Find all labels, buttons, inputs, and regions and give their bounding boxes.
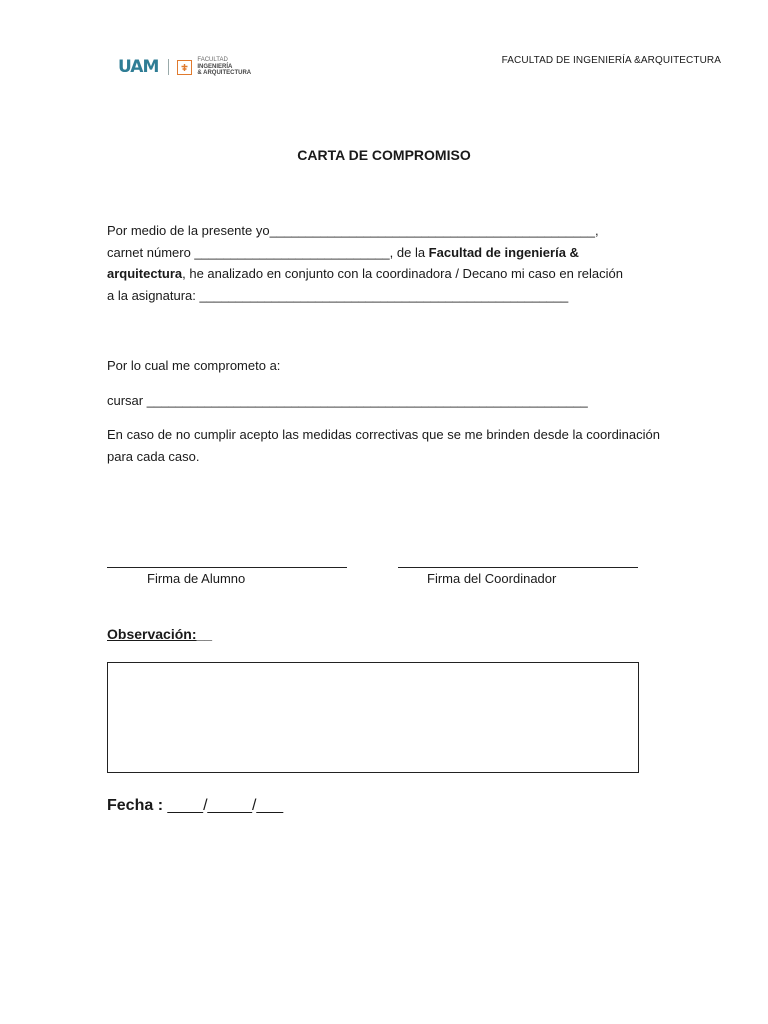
coordinator-signature-line: [398, 567, 638, 568]
observation-blank: __: [196, 626, 213, 642]
cursar-line: cursar _____________________________________________________________: [107, 393, 588, 408]
uam-logo: [118, 54, 251, 80]
intro-paragraph: [107, 220, 660, 306]
uam-wordmark: UAM: [118, 57, 159, 77]
date-blank[interactable]: ____/_____/___: [167, 797, 284, 814]
logo-faculty-text: FACULTAD INGENIERÍA & ARQUITECTURA: [197, 57, 252, 77]
student-signature-line: [107, 567, 347, 568]
intro-line-3: arquitectura, he analizado en conjunto con la coordinadora / Decano mi caso en relación: [107, 266, 623, 281]
student-signature-label: Firma de Alumno: [147, 571, 246, 586]
coordinator-signature-label: Firma del Coordinador: [427, 571, 557, 586]
date-field: [107, 797, 283, 815]
logo-divider: [168, 59, 169, 75]
observation-heading: [107, 626, 212, 642]
intro-line-4: a la asignatura: ___________________________________________________: [107, 287, 569, 303]
document-title: CARTA DE COMPROMISO: [297, 147, 471, 163]
faculty-emblem-icon: [177, 60, 192, 75]
date-label: Fecha :: [107, 797, 164, 814]
observation-box[interactable]: [107, 662, 639, 773]
header-faculty-name: FACULTAD DE INGENIERÍA &ARQUITECTURA: [501, 55, 721, 66]
intro-line-1: Por medio de la presente yo_____________________________________________,: [107, 223, 599, 238]
commit-lead: Por lo cual me comprometo a:: [107, 358, 281, 373]
consequence-paragraph: En caso de no cumplir acepto las medidas correctivas que se me brinden desde la coordinación para cada caso.: [107, 427, 660, 464]
intro-line-2: carnet número ___________________________, de la Facultad de ingeniería &: [107, 244, 579, 260]
observation-label: Observación:: [107, 626, 197, 642]
